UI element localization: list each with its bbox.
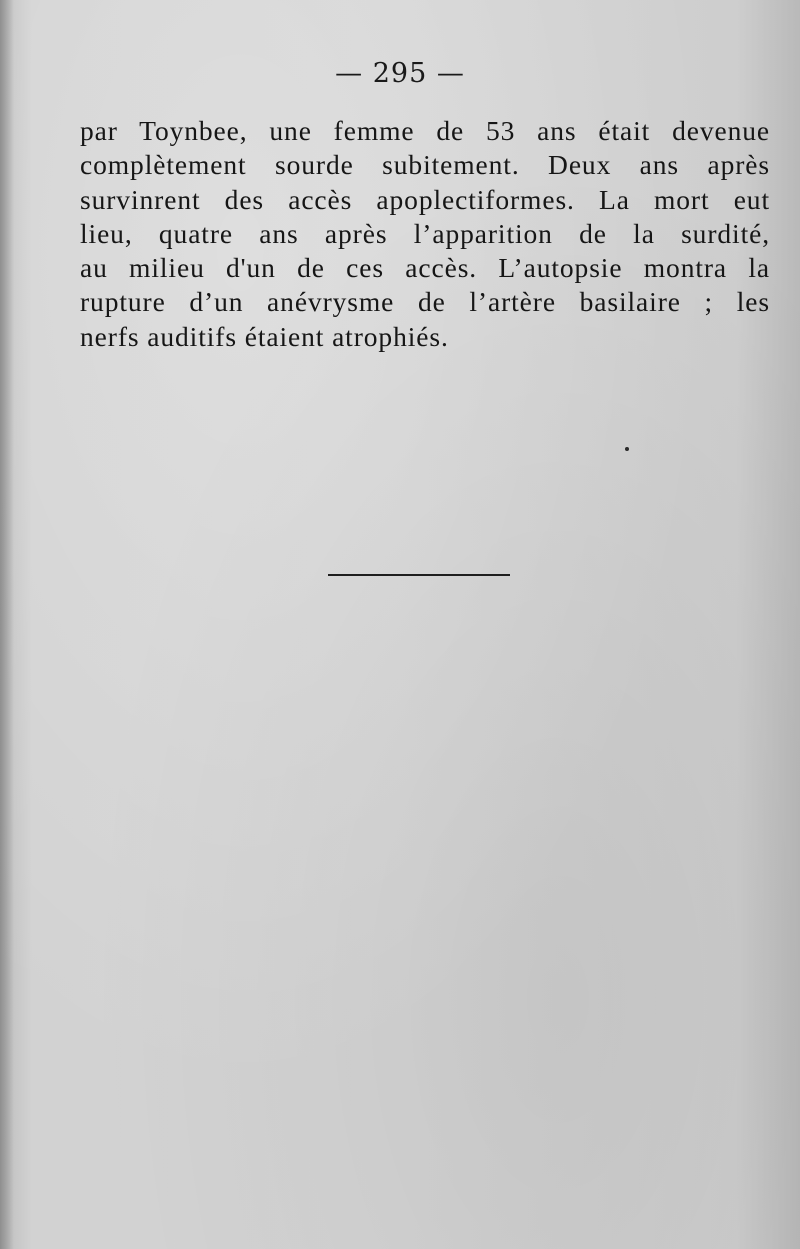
text-line: lieu, quatre ans après l’apparition de la surdité,: [80, 217, 770, 249]
text-line: rupture d’un anévrysme de l’artère basilaire ; les: [80, 286, 770, 318]
text-line: nerfs auditifs étaient atrophiés.: [80, 320, 449, 352]
text-line: par Toynbee, une femme de 53 ans était devenue: [80, 115, 770, 146]
text-line: survinrent des accès apoplectiformes. La mort eut: [80, 183, 770, 215]
body-paragraph: [80, 114, 770, 354]
section-divider: [328, 574, 510, 576]
text-line: au milieu d'un de ces accès. L’autopsie montra la: [80, 252, 770, 284]
text-line: complètement sourde subitement. Deux ans après: [80, 149, 770, 181]
ink-speck: [625, 447, 629, 451]
page-number: — 295 —: [335, 58, 465, 89]
page-binding-shadow: [0, 0, 14, 1249]
